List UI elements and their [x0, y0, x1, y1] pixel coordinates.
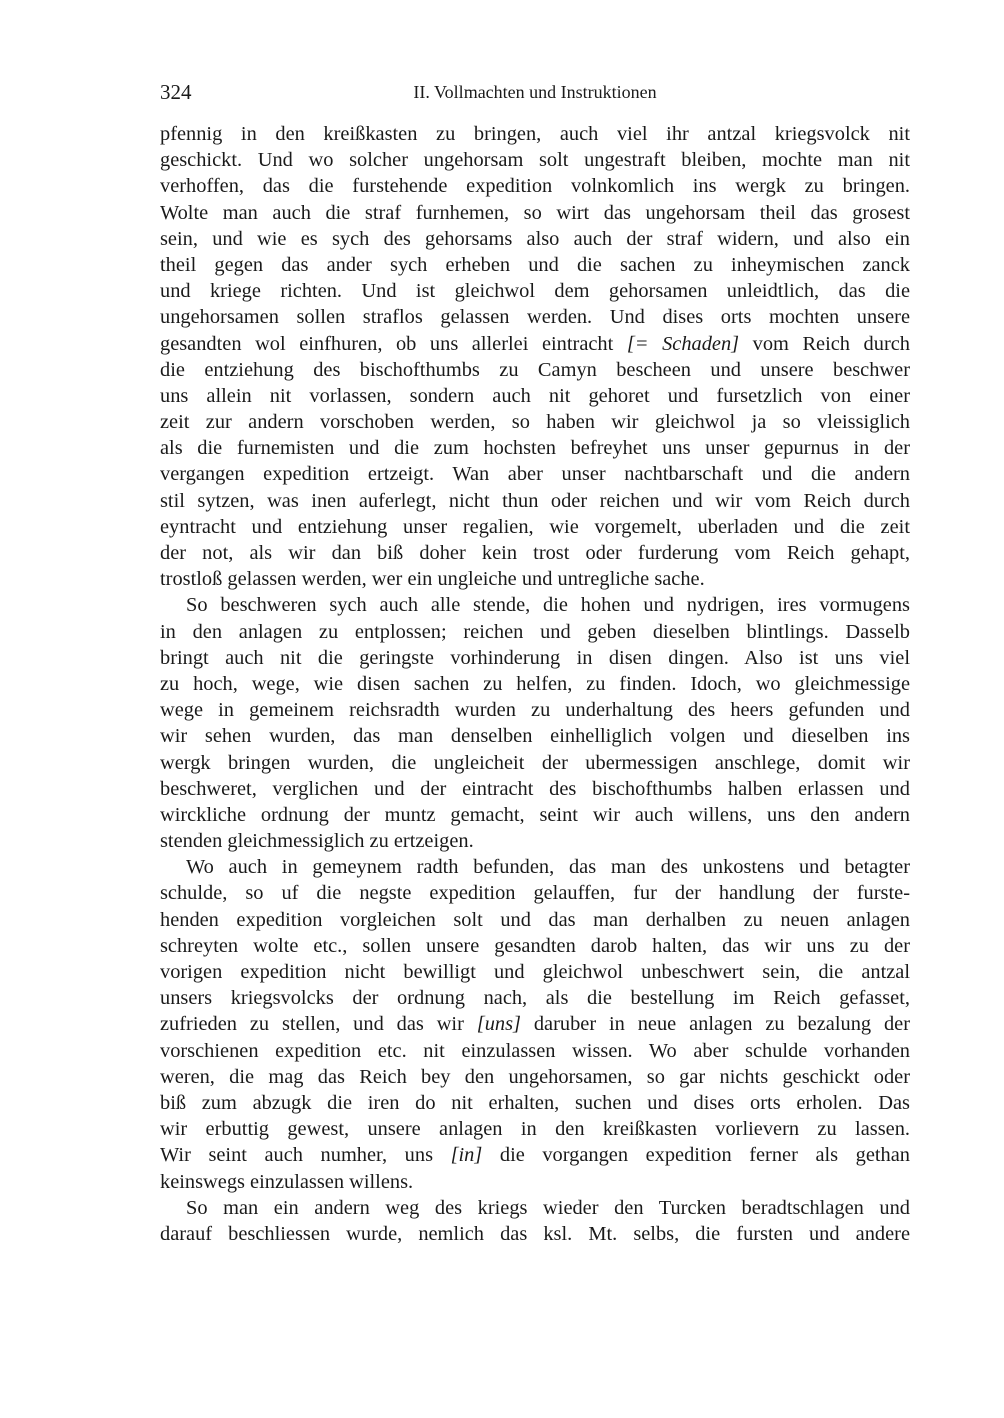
text-line	[160, 357, 910, 383]
text-segment: wir sehen wurden, das man denselben einhelliglich volgen und dieselben ins	[160, 725, 910, 748]
text-segment: in den anlagen zu entplossen; reichen und geben dieselben blintlings. Dasselb	[160, 620, 910, 643]
text-line	[160, 697, 910, 723]
text-line	[160, 147, 910, 173]
text-segment: und kriege richten. Und ist gleichwol dem gehorsamen unleidtlich, das die	[160, 280, 910, 303]
text-segment: zufrieden zu stellen, und das wir	[160, 1013, 477, 1036]
text-segment: uns allein nit vorlassen, sondern auch nit gehoret und fursetzlich von einer	[160, 384, 910, 407]
text-line	[160, 1169, 910, 1195]
text-segment: vom Reich durch	[739, 332, 910, 355]
text-segment: So man ein andern weg des kriegs wieder den Turcken beradtschlagen und	[186, 1196, 910, 1219]
text-line	[160, 1090, 910, 1116]
text-line	[160, 200, 910, 226]
text-segment: unsers kriegsvolcks der ordnung nach, als die bestellung im Reich gefasset,	[160, 987, 910, 1010]
text-line	[160, 907, 910, 933]
text-segment: wergk bringen wurden, die ungleicheit der ubermessigen anschlege, domit wir	[160, 751, 910, 774]
text-line	[160, 488, 910, 514]
paragraph	[160, 1195, 910, 1247]
text-line	[160, 1142, 910, 1168]
text-line	[160, 776, 910, 802]
running-head	[160, 80, 910, 108]
text-segment: henden expedition vorgleichen solt und das man derhalben zu neuen anlagen	[160, 908, 910, 931]
text-line	[160, 828, 910, 854]
text-segment: wir erbuttig gewest, unsere anlagen in den kreißkasten vorlievern zu lassen.	[160, 1118, 910, 1141]
text-line	[160, 1064, 910, 1090]
text-line	[160, 933, 910, 959]
text-segment: verhoffen, das die furstehende expedition volnkomlich ins wergk zu bringen.	[160, 175, 910, 198]
text-segment: keinswegs einzulassen willens.	[160, 1170, 414, 1193]
text-line	[160, 1116, 910, 1142]
text-line	[160, 1038, 910, 1064]
text-line	[160, 959, 910, 985]
text-segment: der not, als wir dan biß doher kein trost oder furderung vom Reich gehapt,	[160, 542, 910, 564]
text-segment: Wo auch in gemeynem radth befunden, das man des unkostens und betagter	[186, 856, 910, 879]
text-line	[160, 566, 910, 592]
text-segment: daruber in neue anlagen zu bezalung der	[520, 1013, 910, 1036]
text-line	[160, 331, 910, 357]
text-line	[160, 671, 910, 697]
text-segment: Wir seint auch numher, uns	[160, 1144, 451, 1167]
text-segment: trostloß gelassen werden, wer ein ungleiche und untregliche sache.	[160, 568, 705, 591]
text-line	[160, 173, 910, 199]
text-line	[160, 592, 910, 618]
text-line	[160, 802, 910, 828]
text-segment: bringt auch nit die geringste vorhinderung in disen dingen. Also ist uns viel	[160, 646, 910, 669]
text-segment: wirckliche ordnung der muntz gemacht, seint wir auch willens, uns den andern	[160, 803, 910, 826]
text-line	[160, 540, 910, 566]
text-segment: Wolte man auch die straf furnhemen, so wirt das ungehorsam theil das grosest	[160, 201, 910, 224]
text-segment: weren, die mag das Reich bey den ungehorsamen, so gar nichts geschickt oder	[160, 1065, 910, 1088]
text-segment: die entziehung des bischofthumbs zu Camyn bescheen und unsere beschwer	[160, 358, 910, 381]
text-line	[160, 461, 910, 487]
text-segment: stenden gleichmessiglich zu ertzeigen.	[160, 830, 474, 853]
text-segment: darauf beschliessen wurde, nemlich das ksl. Mt. selbs, die fursten und andere	[160, 1222, 910, 1245]
text-line	[160, 121, 910, 147]
text-line	[160, 278, 910, 304]
text-line	[160, 226, 910, 252]
text-segment: schulde, so uf die negste expedition gelauffen, fur der handlung der furste-	[160, 882, 910, 905]
text-segment: vorigen expedition nicht bewilligt und gleichwol unbeschwert sein, die antzal	[160, 961, 910, 983]
text-segment: wege in gemeinem reichsradth wurden zu underhaltung des heers gefunden und	[160, 699, 910, 722]
text-line	[160, 854, 910, 880]
text-segment: als die furnemisten und die zum hochsten befreyhet uns unser gepurnus in der	[160, 437, 910, 460]
text-line	[160, 880, 910, 906]
body-text	[160, 121, 910, 1247]
text-segment: pfennig in den kreißkasten zu bringen, auch viel ihr antzal kriegsvolck nit	[160, 123, 910, 145]
text-line	[160, 619, 910, 645]
text-segment: theil gegen das ander sych erheben und die sachen zu inheymischen zanck	[160, 253, 910, 276]
running-head-title: II. Vollmachten und Instruktionen	[413, 82, 657, 102]
text-segment: geschickt. Und wo solcher ungehorsam solt ungestraft bleiben, mochte man nit	[160, 149, 910, 172]
text-line	[160, 304, 910, 330]
editorial-insertion: [in]	[450, 1144, 483, 1167]
text-segment: zu hoch, wege, wie disen sachen zu helfen, zu finden. Idoch, wo gleichmessige	[160, 672, 910, 695]
text-line	[160, 383, 910, 409]
text-line	[160, 409, 910, 435]
text-segment: gesandten wol einfhuren, ob uns allerlei eintracht	[160, 332, 627, 355]
text-segment: eyntracht und entziehung unser regalien, wie vorgemelt, uberladen und die zeit	[160, 515, 910, 538]
text-segment: stil sytzen, was inen auferlegt, nicht thun oder reichen und wir vom Reich durch	[160, 489, 910, 512]
text-line	[160, 252, 910, 278]
text-segment: vergangen expedition ertzeigt. Wan aber unser nachtbarschaft und die andern	[160, 463, 910, 486]
text-line	[160, 514, 910, 540]
paragraph	[160, 592, 910, 854]
text-segment: biß zum abzugk die iren do nit erhalten, suchen und dises orts erholen. Das	[160, 1091, 910, 1114]
paragraph	[160, 854, 910, 1194]
text-line	[160, 723, 910, 749]
editorial-insertion: [= Schaden]	[626, 332, 740, 355]
text-line	[160, 750, 910, 776]
page-number: 324	[160, 80, 192, 104]
text-line	[160, 985, 910, 1011]
text-segment: schreyten wolte etc., sollen unsere gesandten darob halten, das wir uns zu der	[160, 934, 910, 957]
paragraph	[160, 121, 910, 592]
text-line	[160, 1221, 910, 1247]
text-segment: zeit zur andern vorschoben werden, so haben wir gleichwol ja so vleissiglich	[160, 411, 910, 434]
text-line	[160, 645, 910, 671]
text-segment: die vorgangen expedition ferner als gethan	[482, 1144, 910, 1167]
editorial-insertion: [uns]	[476, 1013, 521, 1036]
text-segment: vorschienen expedition etc. nit einzulassen wissen. Wo aber schulde vorhanden	[160, 1039, 910, 1062]
text-line	[160, 1195, 910, 1221]
text-line	[160, 1011, 910, 1037]
text-segment: sein, und wie es sych des gehorsams also auch der straf widern, und also ein	[160, 227, 910, 250]
text-segment: beschweret, verglichen und der eintracht des bischofthumbs halben erlassen und	[160, 777, 910, 800]
text-segment: So beschweren sych auch alle stende, die hohen und nydrigen, ires vormugens	[186, 594, 910, 617]
text-segment: ungehorsamen sollen straflos gelassen werden. Und dises orts mochten unsere	[160, 306, 910, 329]
text-line	[160, 435, 910, 461]
